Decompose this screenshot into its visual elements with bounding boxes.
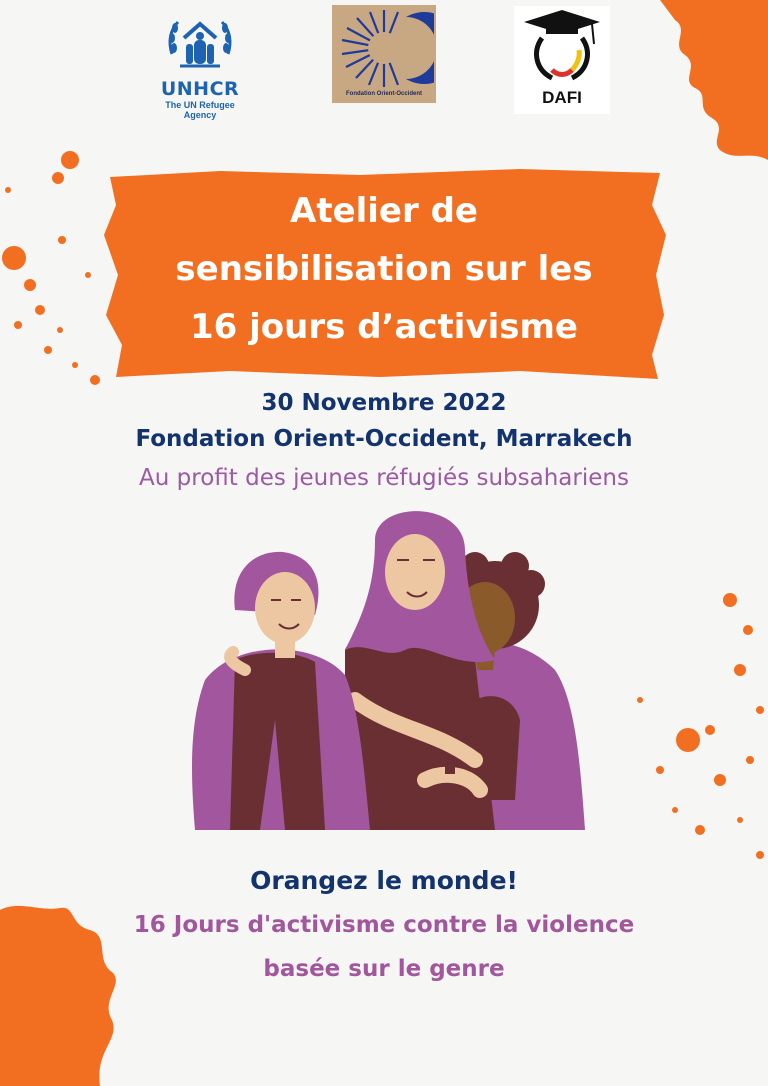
crescent-sunburst-icon: [334, 7, 434, 89]
three-women-illustration: [175, 500, 605, 850]
campaign-line-2: basée sur le genre: [263, 956, 505, 982]
campaign-line-1: 16 Jours d'activisme contre la violence: [133, 912, 635, 938]
unhcr-tagline: The UN Refugee Agency: [165, 100, 235, 120]
title-line-3: 16 jours d’activisme: [189, 307, 578, 347]
event-date: 30 Novembre 2022: [261, 390, 507, 416]
paint-dots-left: [0, 130, 110, 390]
event-place: Fondation Orient-Occident, Marrakech: [135, 426, 633, 452]
unhcr-logo: [150, 12, 250, 120]
paint-splash-top-right: [640, 0, 768, 170]
title-line-2: sensibilisation sur les: [175, 249, 593, 289]
unhcr-emblem-icon: [164, 14, 236, 76]
slogan: Orangez le monde!: [250, 866, 518, 895]
unhcr-wordmark: UNHCR: [160, 78, 240, 100]
woman-left: [192, 552, 370, 830]
dafi-wordmark: DAFI: [542, 88, 582, 107]
event-audience: Au profit des jeunes réfugiés subsahariens: [139, 465, 629, 491]
paint-dots-right: [600, 570, 768, 870]
fondation-orient-occident-logo: [332, 5, 436, 103]
workshop-title: [120, 182, 648, 356]
title-line-1: Atelier de: [290, 191, 478, 231]
graduation-cap-wreath-icon: [522, 8, 602, 86]
foundation-caption: Fondation Orient-Occident: [346, 91, 422, 97]
dafi-logo: [514, 6, 610, 114]
